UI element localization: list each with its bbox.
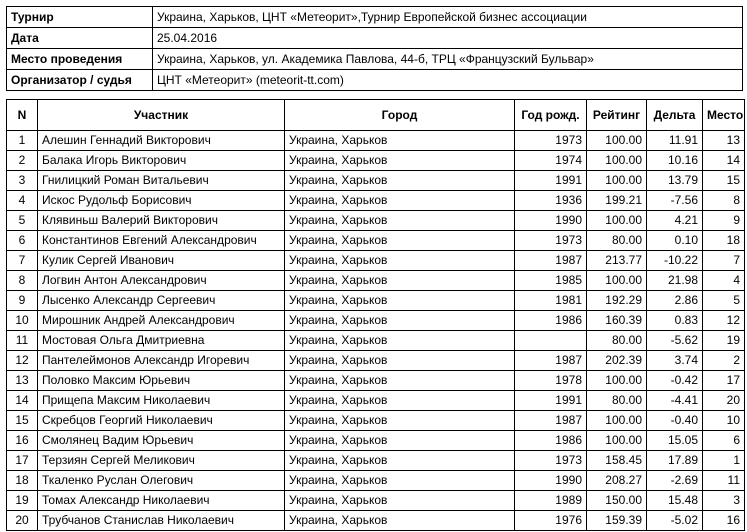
cell-number: 8 xyxy=(7,271,38,291)
cell-delta: -7.56 xyxy=(647,191,703,211)
cell-participant: Скребцов Георгий Николаевич xyxy=(38,411,285,431)
results-header-row xyxy=(7,100,745,131)
cell-delta: -5.02 xyxy=(647,511,703,531)
cell-birth-year: 1987 xyxy=(515,251,587,271)
cell-birth-year: 1991 xyxy=(515,391,587,411)
cell-number: 20 xyxy=(7,511,38,531)
cell-city: Украина, Харьков xyxy=(285,471,515,491)
table-row xyxy=(7,351,745,371)
cell-participant: Прищепа Максим Николаевич xyxy=(38,391,285,411)
table-row xyxy=(7,251,745,271)
cell-number: 19 xyxy=(7,491,38,511)
cell-number: 5 xyxy=(7,211,38,231)
cell-delta: -10.22 xyxy=(647,251,703,271)
cell-number: 2 xyxy=(7,151,38,171)
cell-place: 19 xyxy=(703,331,745,351)
cell-participant: Томах Александр Николаевич xyxy=(38,491,285,511)
cell-birth-year: 1936 xyxy=(515,191,587,211)
cell-city: Украина, Харьков xyxy=(285,331,515,351)
header-delta: Дельта xyxy=(647,100,703,131)
cell-place: 5 xyxy=(703,291,745,311)
cell-delta: 0.10 xyxy=(647,231,703,251)
cell-place: 12 xyxy=(703,311,745,331)
table-row xyxy=(7,451,745,471)
cell-city: Украина, Харьков xyxy=(285,511,515,531)
cell-birth-year: 1990 xyxy=(515,471,587,491)
cell-rating: 100.00 xyxy=(587,211,647,231)
cell-birth-year: 1991 xyxy=(515,171,587,191)
info-label-date: Дата xyxy=(7,28,153,49)
cell-place: 17 xyxy=(703,371,745,391)
cell-birth-year: 1987 xyxy=(515,411,587,431)
table-row xyxy=(7,231,745,251)
cell-number: 16 xyxy=(7,431,38,451)
cell-birth-year: 1974 xyxy=(515,151,587,171)
cell-rating: 192.29 xyxy=(587,291,647,311)
cell-rating: 100.00 xyxy=(587,171,647,191)
cell-place: 7 xyxy=(703,251,745,271)
cell-rating: 208.27 xyxy=(587,471,647,491)
cell-rating: 100.00 xyxy=(587,411,647,431)
cell-city: Украина, Харьков xyxy=(285,171,515,191)
cell-city: Украина, Харьков xyxy=(285,371,515,391)
cell-rating: 100.00 xyxy=(587,131,647,151)
table-row xyxy=(7,191,745,211)
cell-number: 15 xyxy=(7,411,38,431)
cell-place: 11 xyxy=(703,471,745,491)
cell-city: Украина, Харьков xyxy=(285,451,515,471)
results-table xyxy=(6,99,745,531)
table-row xyxy=(7,511,745,531)
header-participant: Участник xyxy=(38,100,285,131)
cell-place: 20 xyxy=(703,391,745,411)
cell-number: 17 xyxy=(7,451,38,471)
cell-place: 2 xyxy=(703,351,745,371)
table-row xyxy=(7,271,745,291)
cell-number: 9 xyxy=(7,291,38,311)
table-row xyxy=(7,471,745,491)
cell-city: Украина, Харьков xyxy=(285,211,515,231)
info-value-date: 25.04.2016 xyxy=(153,28,743,49)
header-city: Город xyxy=(285,100,515,131)
table-row xyxy=(7,171,745,191)
cell-number: 11 xyxy=(7,331,38,351)
cell-place: 16 xyxy=(703,511,745,531)
cell-birth-year: 1986 xyxy=(515,431,587,451)
cell-delta: -4.41 xyxy=(647,391,703,411)
cell-place: 4 xyxy=(703,271,745,291)
cell-participant: Половко Максим Юрьевич xyxy=(38,371,285,391)
cell-delta: -0.40 xyxy=(647,411,703,431)
cell-participant: Балака Игорь Викторович xyxy=(38,151,285,171)
cell-place: 18 xyxy=(703,231,745,251)
info-row-venue xyxy=(7,49,743,70)
cell-delta: 21.98 xyxy=(647,271,703,291)
cell-participant: Алешин Геннадий Викторович xyxy=(38,131,285,151)
info-label-tournament: Турнир xyxy=(7,7,153,28)
cell-delta: -2.69 xyxy=(647,471,703,491)
table-row xyxy=(7,491,745,511)
cell-rating: 100.00 xyxy=(587,151,647,171)
cell-participant: Гнилицкий Роман Витальевич xyxy=(38,171,285,191)
cell-birth-year: 1978 xyxy=(515,371,587,391)
cell-rating: 213.77 xyxy=(587,251,647,271)
table-row xyxy=(7,431,745,451)
cell-birth-year: 1990 xyxy=(515,211,587,231)
cell-rating: 202.39 xyxy=(587,351,647,371)
cell-participant: Мостовая Ольга Дмитриевна xyxy=(38,331,285,351)
cell-participant: Константинов Евгений Александрович xyxy=(38,231,285,251)
cell-rating: 80.00 xyxy=(587,331,647,351)
info-label-organizer: Организатор / судья xyxy=(7,70,153,91)
cell-number: 6 xyxy=(7,231,38,251)
cell-number: 1 xyxy=(7,131,38,151)
table-row xyxy=(7,411,745,431)
cell-birth-year xyxy=(515,331,587,351)
cell-city: Украина, Харьков xyxy=(285,191,515,211)
table-row xyxy=(7,371,745,391)
cell-place: 3 xyxy=(703,491,745,511)
cell-delta: 0.83 xyxy=(647,311,703,331)
cell-number: 18 xyxy=(7,471,38,491)
cell-delta: 3.74 xyxy=(647,351,703,371)
cell-place: 10 xyxy=(703,411,745,431)
cell-city: Украина, Харьков xyxy=(285,291,515,311)
cell-delta: 2.86 xyxy=(647,291,703,311)
cell-birth-year: 1989 xyxy=(515,491,587,511)
cell-place: 14 xyxy=(703,151,745,171)
cell-place: 9 xyxy=(703,211,745,231)
cell-participant: Пантелеймонов Александр Игоревич xyxy=(38,351,285,371)
header-number: N xyxy=(7,100,38,131)
cell-number: 3 xyxy=(7,171,38,191)
cell-city: Украина, Харьков xyxy=(285,151,515,171)
table-row xyxy=(7,331,745,351)
cell-participant: Логвин Антон Александрович xyxy=(38,271,285,291)
cell-city: Украина, Харьков xyxy=(285,311,515,331)
cell-delta: 11.91 xyxy=(647,131,703,151)
cell-birth-year: 1986 xyxy=(515,311,587,331)
cell-rating: 80.00 xyxy=(587,231,647,251)
table-row xyxy=(7,151,745,171)
info-value-tournament: Украина, Харьков, ЦНТ «Метеорит»,Турнир Европейской бизнес ассоциации xyxy=(153,7,743,28)
info-value-organizer: ЦНТ «Метеорит» (meteorit-tt.com) xyxy=(153,70,743,91)
cell-number: 7 xyxy=(7,251,38,271)
info-row-tournament xyxy=(7,7,743,28)
cell-city: Украина, Харьков xyxy=(285,411,515,431)
cell-rating: 150.00 xyxy=(587,491,647,511)
cell-delta: -5.62 xyxy=(647,331,703,351)
cell-participant: Клявиньш Валерий Викторович xyxy=(38,211,285,231)
header-birth-year: Год рожд. xyxy=(515,100,587,131)
cell-participant: Мирошник Андрей Александрович xyxy=(38,311,285,331)
cell-delta: -0.42 xyxy=(647,371,703,391)
cell-participant: Смолянец Вадим Юрьевич xyxy=(38,431,285,451)
table-row xyxy=(7,211,745,231)
cell-delta: 15.05 xyxy=(647,431,703,451)
cell-rating: 80.00 xyxy=(587,391,647,411)
cell-place: 1 xyxy=(703,451,745,471)
cell-delta: 10.16 xyxy=(647,151,703,171)
cell-participant: Терзиян Сергей Меликович xyxy=(38,451,285,471)
cell-birth-year: 1973 xyxy=(515,131,587,151)
cell-rating: 159.39 xyxy=(587,511,647,531)
header-place: Место xyxy=(703,100,745,131)
cell-delta: 13.79 xyxy=(647,171,703,191)
cell-number: 12 xyxy=(7,351,38,371)
cell-city: Украина, Харьков xyxy=(285,391,515,411)
cell-place: 8 xyxy=(703,191,745,211)
info-value-venue: Украина, Харьков, ул. Академика Павлова, 44-б, ТРЦ «Французский Бульвар» xyxy=(153,49,743,70)
cell-number: 14 xyxy=(7,391,38,411)
cell-city: Украина, Харьков xyxy=(285,351,515,371)
cell-participant: Лысенко Александр Сергеевич xyxy=(38,291,285,311)
results-body xyxy=(7,131,745,531)
cell-rating: 100.00 xyxy=(587,371,647,391)
cell-rating: 100.00 xyxy=(587,271,647,291)
cell-rating: 158.45 xyxy=(587,451,647,471)
cell-rating: 199.21 xyxy=(587,191,647,211)
info-row-date xyxy=(7,28,743,49)
cell-birth-year: 1985 xyxy=(515,271,587,291)
table-row xyxy=(7,311,745,331)
cell-city: Украина, Харьков xyxy=(285,431,515,451)
cell-participant: Ткаленко Руслан Олегович xyxy=(38,471,285,491)
table-row xyxy=(7,131,745,151)
table-row xyxy=(7,391,745,411)
cell-delta: 17.89 xyxy=(647,451,703,471)
cell-birth-year: 1981 xyxy=(515,291,587,311)
cell-city: Украина, Харьков xyxy=(285,231,515,251)
info-label-venue: Место проведения xyxy=(7,49,153,70)
header-rating: Рейтинг xyxy=(587,100,647,131)
cell-rating: 100.00 xyxy=(587,431,647,451)
cell-number: 13 xyxy=(7,371,38,391)
table-row xyxy=(7,291,745,311)
cell-city: Украина, Харьков xyxy=(285,271,515,291)
cell-place: 6 xyxy=(703,431,745,451)
cell-birth-year: 1973 xyxy=(515,231,587,251)
cell-number: 4 xyxy=(7,191,38,211)
cell-birth-year: 1987 xyxy=(515,351,587,371)
cell-birth-year: 1976 xyxy=(515,511,587,531)
cell-city: Украина, Харьков xyxy=(285,491,515,511)
cell-delta: 15.48 xyxy=(647,491,703,511)
cell-place: 15 xyxy=(703,171,745,191)
cell-number: 10 xyxy=(7,311,38,331)
cell-participant: Искос Рудольф Борисович xyxy=(38,191,285,211)
cell-birth-year: 1973 xyxy=(515,451,587,471)
cell-participant: Трубчанов Станислав Николаевич xyxy=(38,511,285,531)
info-row-organizer xyxy=(7,70,743,91)
cell-delta: 4.21 xyxy=(647,211,703,231)
tournament-info-table xyxy=(6,6,743,91)
cell-city: Украина, Харьков xyxy=(285,251,515,271)
cell-participant: Кулик Сергей Иванович xyxy=(38,251,285,271)
cell-rating: 160.39 xyxy=(587,311,647,331)
cell-place: 13 xyxy=(703,131,745,151)
cell-city: Украина, Харьков xyxy=(285,131,515,151)
